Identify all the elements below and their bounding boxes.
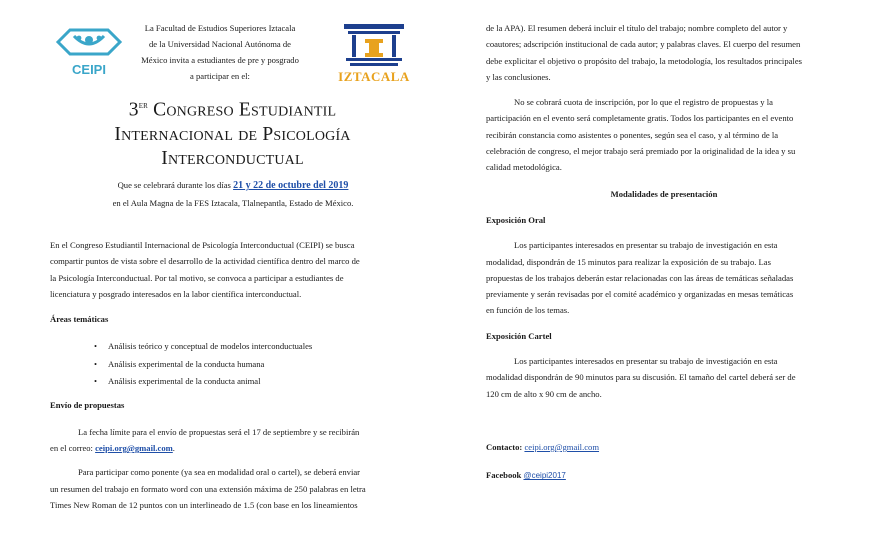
resumen-paragraph <box>486 20 842 85</box>
date-prefix: Que se celebrará durante los días <box>117 180 231 190</box>
text-line: propuestas de los trabajos deberán estar relacionadas con las áreas de temáticas señaladas <box>486 272 794 283</box>
intro-line: a participar en el: <box>190 71 250 81</box>
text-line: un resumen del trabajo en formato word con una extensión máxima de 250 palabras en letra <box>50 483 366 494</box>
text-line: licenciatura y posgrado interesados en la labor científica interconductual. <box>50 288 302 299</box>
title-line-1: Congreso Estudiantil <box>153 99 337 121</box>
title-line-3: Interconductual <box>161 147 304 169</box>
deadline-paragraph <box>50 424 415 440</box>
text-line: la Psicología Interconductual. Por tal motivo, se convoca a participar a estudiantes de <box>50 272 344 283</box>
email-link[interactable]: ceipi.org@gmail.com <box>95 442 173 453</box>
right-column <box>486 20 842 485</box>
title-ordinal: er <box>138 100 149 111</box>
email-prefix: en el correo: <box>50 442 93 453</box>
text-line: Los participantes interesados en presentar su trabajo de investigación en esta <box>514 240 778 251</box>
title-line-2: Internacional de Psicología <box>114 123 351 145</box>
list-item: • Análisis experimental de la conducta animal <box>108 373 415 390</box>
ceipi-logo-text: CEIPI <box>72 62 106 77</box>
text-line: Para participar como ponente (ya sea en modalidad oral o cartel), se deberá enviar <box>78 467 361 478</box>
text-line: modalidad, dispondrán de 15 minutos para realizar la exposición de su trabajo. Las <box>486 256 771 267</box>
text-line: en función de los temas. <box>486 305 570 316</box>
text-line: Los participantes interesados en presentar su trabajo de investigación en esta <box>514 356 778 367</box>
text-line: recibirán constancia como asistentes o ponentes, según sea el caso, y al término de la <box>486 129 779 140</box>
oral-paragraph <box>486 237 842 318</box>
cartel-paragraph <box>486 353 842 402</box>
areas-list <box>50 338 415 390</box>
intro-line: La Facultad de Estudios Superiores Iztacala <box>144 23 296 33</box>
contact-line <box>486 439 842 455</box>
text-line: celebración de congreso, el mejor trabajo será premiado por la originalidad de la idea y su <box>486 146 796 157</box>
iztacala-logo <box>336 20 412 86</box>
envio-heading: Envío de propuestas <box>50 400 125 411</box>
contact-label: Contacto: <box>486 441 523 452</box>
event-date-highlight[interactable]: 21 y 22 de octubre del 2019 <box>233 180 349 191</box>
modalidades-heading: Modalidades de presentación <box>610 188 718 199</box>
cartel-heading: Exposición Cartel <box>486 330 552 341</box>
deadline-email-line <box>50 440 415 456</box>
title-number: 3 <box>128 99 139 121</box>
text-line: No se cobrará cuota de inscripción, por lo que el registro de propuestas y la <box>514 97 773 108</box>
intro-line: México invita a estudiantes de pre y posgrado <box>141 55 299 65</box>
event-date <box>56 177 410 211</box>
facebook-label: Facebook <box>486 470 522 481</box>
email-suffix: . <box>172 442 175 453</box>
list-item: • Análisis experimental de la conducta humana <box>108 356 415 373</box>
ponente-paragraph <box>50 464 415 513</box>
text-line: 120 cm de alto x 90 cm de ancho. <box>486 388 602 399</box>
page-title <box>60 94 405 171</box>
text-line: En el Congreso Estudiantil Internacional de Psicología Interconductual (CEIPI) se busca <box>50 240 355 250</box>
text-line: debe explicitar el objetivo o propósito del trabajo, la metodología, los resultados principales <box>486 55 802 66</box>
oral-heading: Exposición Oral <box>486 214 546 225</box>
text-line: de la APA). El resumen deberá incluir el título del trabajo; nombre completo del autor y <box>486 23 788 33</box>
text-line: compartir puntos de vista sobre el desarrollo de la actividad científica dentro del marco de <box>50 256 360 267</box>
cuota-paragraph <box>486 94 842 175</box>
ceipi-logo <box>50 22 128 78</box>
text-line: coautores; adscripción institucional de cada autor; y palabras claves. El cuerpo del resumen <box>486 39 801 50</box>
text-line: Times New Roman de 12 puntos con un interlineado de 1.5 (con base en los lineamientos <box>50 499 358 510</box>
text-line: previamente y serán revisadas por el comité académico y organizadas en mesas temáticas <box>486 289 794 300</box>
text-line: y las conclusiones. <box>486 71 551 82</box>
intro-line: de la Universidad Nacional Autónoma de <box>149 39 291 49</box>
intro-paragraph <box>50 237 415 302</box>
iztacala-logo-text: IZTACALA <box>338 69 410 84</box>
event-venue: en el Aula Magna de la FES Iztacala, Tlalnepantla, Estado de México. <box>112 197 354 208</box>
list-item: • Análisis teórico y conceptual de modelos interconductuales <box>108 338 415 355</box>
facebook-link[interactable]: @ceipi2017 <box>523 471 566 481</box>
text-line: La fecha límite para el envío de propuestas será el 17 de septiembre y se recibirán <box>78 426 360 437</box>
text-line: participación en el evento será completamente gratis. Todos los participantes en el evento <box>486 113 794 124</box>
header-intro <box>118 20 322 84</box>
facebook-line <box>486 467 842 484</box>
text-line: modalidad dispondrán de 90 minutos para su discusión. El tamaño del cartel deberá ser de <box>486 372 796 383</box>
left-column <box>50 237 415 513</box>
areas-heading: Áreas temáticas <box>50 314 109 325</box>
text-line: calidad metodológica. <box>486 162 562 173</box>
contact-email-link[interactable]: ceipi.org@gmail.com <box>524 441 600 452</box>
